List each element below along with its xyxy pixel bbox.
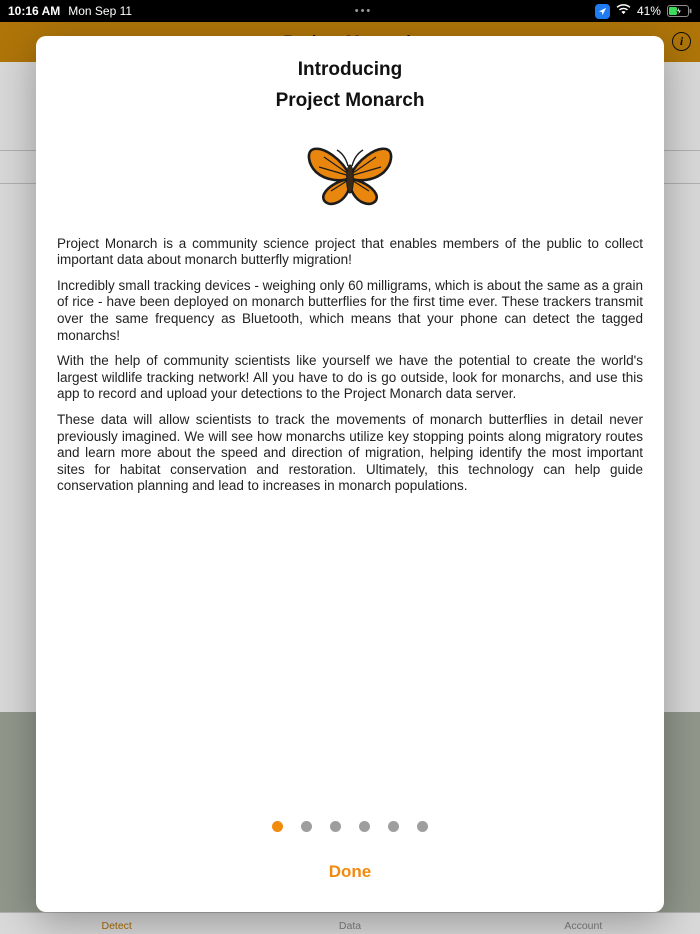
wifi-icon	[616, 4, 631, 18]
battery-percent: 41%	[636, 4, 661, 18]
modal-title-line1: Introducing	[297, 59, 403, 80]
modal-title-line2: Project Monarch	[275, 90, 425, 112]
status-right	[595, 4, 692, 19]
modal-paragraph: With the help of community scientists like yourself we have the potential to create the world's largest wildlife tracking network! All you have to do is go outside, look for monarchs, and use this app to record and upload your detections to the Project Monarch data server.	[57, 353, 643, 402]
page-dot-active[interactable]	[272, 821, 283, 832]
info-icon[interactable]: i	[672, 32, 691, 51]
page-dot[interactable]	[359, 821, 370, 832]
intro-modal	[36, 36, 664, 912]
page-dot[interactable]	[417, 821, 428, 832]
modal-paragraphs	[57, 236, 643, 504]
status-bar	[0, 0, 700, 22]
status-center-dots: •••	[354, 5, 373, 17]
status-time: 10:16 AM	[8, 4, 61, 18]
status-date: Mon Sep 11	[68, 4, 133, 18]
modal-paragraph: Project Monarch is a community science project that enables members of the public to collect important data about monarch butterfly migration!	[57, 235, 643, 268]
modal-title	[276, 54, 425, 117]
page-dots	[263, 821, 437, 832]
tab-detect[interactable]: Detect	[101, 920, 132, 932]
modal-paragraph: These data will allow scientists to track the movements of monarch butterflies in detail never previously imagined. We will see how monarchs utilize key stopping points along migratory routes and learn more about the speed and direction of migration, helping identify the most important sites for habitat conservation and restoration. Ultimately, this technology can help guide conservation planning and lead to increases in monarch populations.	[57, 412, 643, 494]
location-sharing-icon	[595, 4, 610, 19]
modal-paragraph: Incredibly small tracking devices - weighing only 60 milligrams, which is about the same as a grain of rice - have been deployed on monarch butterflies for the first time ever. These trackers transmit over the same frequency as Bluetooth, which means that your phone can detect the tagged monarchs!	[57, 277, 644, 343]
battery-charging-icon	[667, 5, 692, 17]
status-left	[8, 4, 132, 18]
tab-data[interactable]: Data	[338, 920, 362, 932]
page-dot[interactable]	[330, 821, 341, 832]
done-button[interactable]: Done	[328, 862, 372, 881]
page-dot[interactable]	[388, 821, 399, 832]
page-dot[interactable]	[301, 821, 312, 832]
tab-account[interactable]: Account	[564, 920, 603, 932]
butterfly-image	[304, 145, 396, 214]
